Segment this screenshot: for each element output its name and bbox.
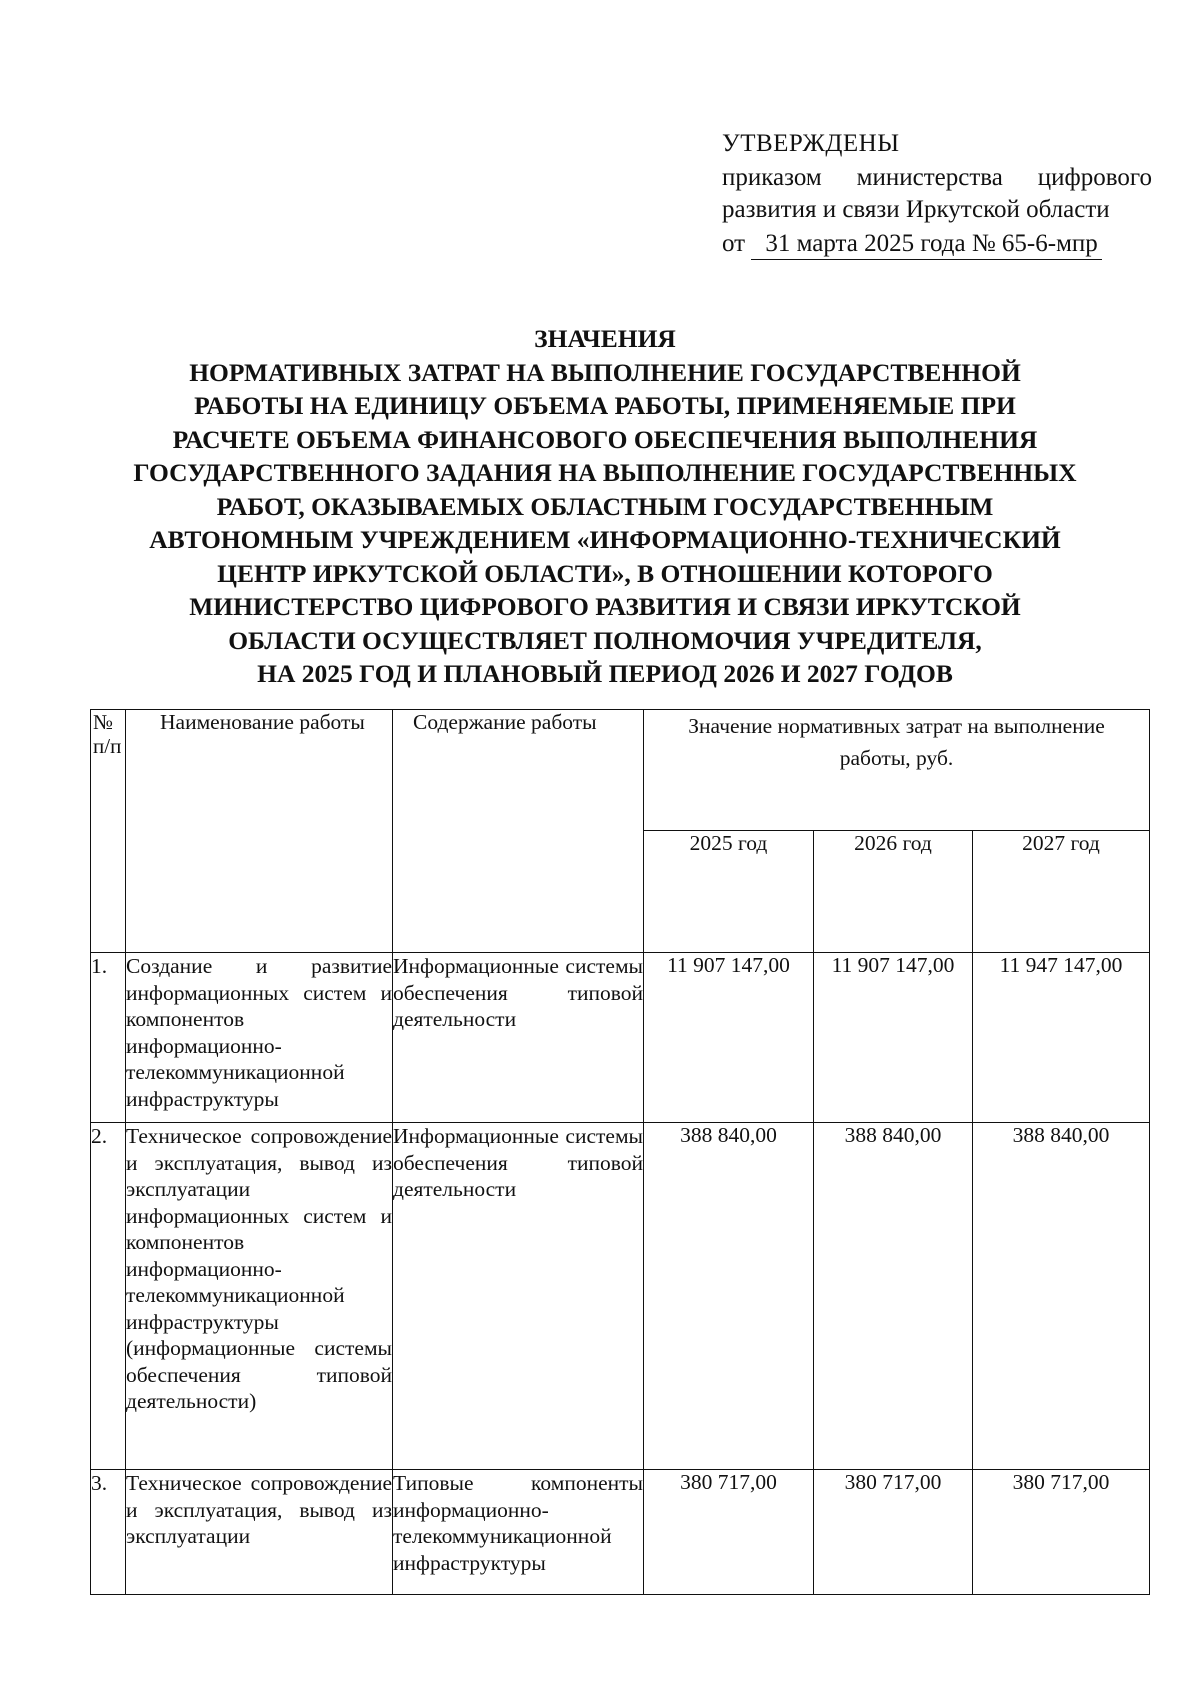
heading-line: ЗНАЧЕНИЯ (534, 324, 676, 353)
heading-line: ГОСУДАРСТВЕННОГО ЗАДАНИЯ НА ВЫПОЛНЕНИЕ ГОСУДАРСТВЕННЫХ (133, 458, 1077, 487)
value-text: 388 840,00 (680, 1123, 777, 1147)
row-work-name: Создание и развитие информационных систем и компонентов информационно-телекоммуникационной инфраструктуры (126, 953, 393, 1123)
heading-line: РАСЧЕТЕ ОБЪЕМА ФИНАНСОВОГО ОБЕСПЕЧЕНИЯ ВЫПОЛНЕНИЯ (172, 424, 1038, 454)
header-work-name: Наименование работы (126, 710, 393, 953)
header-year-2027: 2027 год (973, 831, 1150, 953)
row-work-name: Техническое сопровождение и эксплуатация, вывод из эксплуатации (126, 1470, 393, 1595)
value-text: 380 717,00 (680, 1470, 777, 1494)
row-value-2027 (973, 1470, 1150, 1595)
value-text: 380 717,00 (844, 1470, 942, 1494)
value-text: 11 907 147,00 (831, 953, 955, 977)
header-year-2025: 2025 год (644, 831, 814, 953)
value-text: 388 840,00 (1012, 1123, 1110, 1147)
row-work-content: Информационные системы обеспечения типовой деятельности (393, 1123, 644, 1470)
heading-line: ЦЕНТР ИРКУТСКОЙ ОБЛАСТИ», В ОТНОШЕНИИ КОТОРОГО (217, 558, 993, 588)
heading-line: МИНИСТЕРСТВО ЦИФРОВОГО РАЗВИТИЯ И СВЯЗИ ИРКУТСКОЙ (189, 592, 1021, 621)
table-row (91, 1123, 1150, 1470)
row-value-2027 (973, 1123, 1150, 1470)
header-number (91, 710, 126, 953)
value-text: 380 717,00 (1012, 1470, 1110, 1494)
row-value-2026 (814, 1123, 973, 1470)
heading-line: НА 2025 ГОД И ПЛАНОВЫЙ ПЕРИОД 2026 И 2027 ГОДОВ (257, 659, 953, 688)
row-work-content: Информационные системы обеспечения типовой деятельности (393, 953, 644, 1123)
heading-line: НОРМАТИВНЫХ ЗАТРАТ НА ВЫПОЛНЕНИЕ ГОСУДАРСТВЕННОЙ (189, 357, 1021, 387)
heading-line: РАБОТЫ НА ЕДИНИЦУ ОБЪЕМА РАБОТЫ, ПРИМЕНЯЕМЫЕ ПРИ (194, 391, 1016, 420)
value-text: 11 907 147,00 (667, 953, 790, 977)
row-work-content: Типовые компоненты информационно-телекоммуникационной инфраструктуры (393, 1470, 644, 1595)
header-number-sign: № (93, 710, 114, 734)
heading-line: ОБЛАСТИ ОСУЩЕСТВЛЯЕТ ПОЛНОМОЧИЯ УЧРЕДИТЕЛЯ, (228, 625, 982, 655)
row-value-2026 (814, 1470, 973, 1595)
approval-order-text: приказом министерства цифрового развития и связи Иркутской области (722, 164, 1152, 223)
heading-line: АВТОНОМНЫМ УЧРЕЖДЕНИЕМ «ИНФОРМАЦИОННО-ТЕХНИЧЕСКИЙ (149, 525, 1061, 554)
header-year-2026: 2026 год (814, 831, 973, 953)
approval-date-line (722, 228, 1152, 260)
norms-table (90, 709, 1150, 1595)
header-work-content: Содержание работы (393, 710, 644, 953)
table-row (91, 1470, 1150, 1595)
row-number: 2. (91, 1123, 126, 1470)
approval-block (722, 128, 1152, 260)
approval-date-value: 31 марта 2025 года № 65-6-мпр (751, 229, 1101, 260)
row-number: 3. (91, 1470, 126, 1595)
row-value-2025 (644, 1470, 814, 1595)
header-number-abbr: п/п (93, 734, 122, 758)
row-value-2027 (973, 953, 1150, 1123)
approval-date-prefix: от (722, 230, 746, 257)
heading-line: РАБОТ, ОКАЗЫВАЕМЫХ ОБЛАСТНЫМ ГОСУДАРСТВЕННЫМ (216, 491, 994, 521)
approval-title: УТВЕРЖДЕНЫ (722, 130, 900, 157)
value-text: 388 840,00 (844, 1123, 942, 1147)
row-value-2025 (644, 953, 814, 1123)
row-value-2025 (644, 1123, 814, 1470)
table-row (91, 953, 1150, 1123)
value-text: 11 947 147,00 (999, 953, 1123, 977)
row-value-2026 (814, 953, 973, 1123)
row-work-name: Техническое сопровождение и эксплуатация, вывод из эксплуатации информационных систем и компонентов информационно-телекоммуникационной инфраструктуры (информационные системы обеспечения типовой деятельности) (126, 1123, 393, 1470)
header-values-group: Значение нормативных затрат на выполнение работы, руб. (644, 710, 1150, 831)
document-heading (60, 322, 1150, 691)
row-number: 1. (91, 953, 126, 1123)
